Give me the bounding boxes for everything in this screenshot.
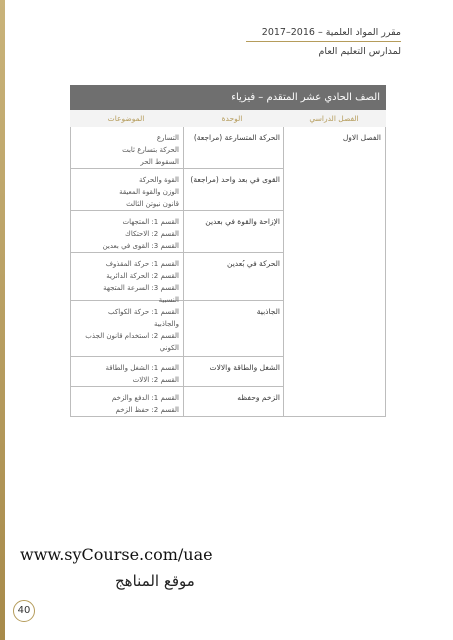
topic-item: القسم 1: الدفع والزخم — [111, 394, 179, 402]
topics-cell — [70, 211, 183, 252]
topic-item: التسارع — [156, 134, 179, 142]
topic-item: القسم 3: السرعة المتجهة — [103, 284, 179, 292]
topic-item: السقوط الحر — [140, 158, 179, 166]
unit-cell: الحركة في بُعدين — [183, 253, 283, 300]
topic-item: القسم 2: الحركة الدائرية — [106, 272, 179, 280]
schools-subtitle: لمدارس التعليم العام — [318, 46, 401, 57]
site-name: موقع المناهج — [115, 572, 195, 590]
topic-item: القسم 1: حركة الكواكب — [107, 308, 179, 316]
unit-cell: الشغل والطاقة والالات — [183, 357, 283, 386]
topic-item: والجاذبية — [153, 320, 179, 328]
topics-cell — [70, 357, 183, 386]
topics-cell — [70, 169, 183, 210]
header-topics: الموضوعات — [107, 114, 145, 123]
topics-cell — [70, 387, 183, 416]
unit-rows — [70, 127, 283, 417]
decorative-side-bar — [0, 0, 5, 640]
unit-cell: الزخم وحفظه — [183, 387, 283, 416]
course-title: مقرر المواد العلمية – 2016–2017 — [261, 27, 401, 38]
topics-cell — [70, 253, 183, 304]
topic-item: قانون نيوتن الثالث — [126, 200, 179, 208]
header-semester: الفصل الدراسي — [309, 114, 359, 123]
unit-cell: الإزاحة والقوة في بعدين — [183, 211, 283, 252]
table-row — [70, 387, 283, 417]
topic-item: القسم 2: حفظ الزخم — [115, 406, 179, 414]
semester-cell: الفصل الاول — [283, 127, 386, 417]
topic-item: النسبية — [158, 296, 179, 304]
topic-item: القسم 1: حركة المقذوف — [105, 260, 179, 268]
curriculum-table — [70, 85, 386, 417]
unit-cell: الحركة المتسارعة (مراجعة) — [183, 127, 283, 168]
table-row — [70, 357, 283, 387]
header-divider — [246, 41, 401, 42]
topic-item: القوة والحركة — [138, 176, 179, 184]
unit-cell: الجاذبية — [183, 301, 283, 356]
table-title: الصف الحادي عشر المتقدم – فيزياء — [70, 85, 386, 110]
topics-cell — [70, 301, 183, 356]
topic-item: القسم 1: المتجهات — [122, 218, 179, 226]
header-unit: الوحدة — [221, 114, 243, 123]
topic-item: الكوني — [159, 344, 179, 352]
table-body — [70, 127, 386, 417]
topic-item: الحركة بتسارع ثابت — [122, 146, 179, 154]
page-header — [262, 26, 401, 39]
table-row — [70, 301, 283, 357]
table-row — [70, 253, 283, 304]
topic-item: الوزن والقوة المعيقة — [119, 188, 179, 196]
table-row — [70, 127, 283, 169]
topic-item: القسم 2: الالات — [132, 376, 179, 384]
page-number: 40 — [13, 600, 35, 622]
topic-item: القسم 3: القوى في بعدين — [102, 242, 179, 250]
table-row — [70, 169, 283, 211]
table-header-row — [70, 110, 386, 127]
unit-cell: القوى في بعد واحد (مراجعة) — [183, 169, 283, 210]
website-url: www.syCourse.com/uae — [20, 545, 213, 564]
topic-item: القسم 2: استخدام قانون الجذب — [85, 332, 179, 340]
topic-item: القسم 1: الشغل والطاقة — [105, 364, 179, 372]
table-row — [70, 211, 283, 253]
topic-item: القسم 2: الاحتكاك — [125, 230, 179, 238]
topics-cell — [70, 127, 183, 168]
